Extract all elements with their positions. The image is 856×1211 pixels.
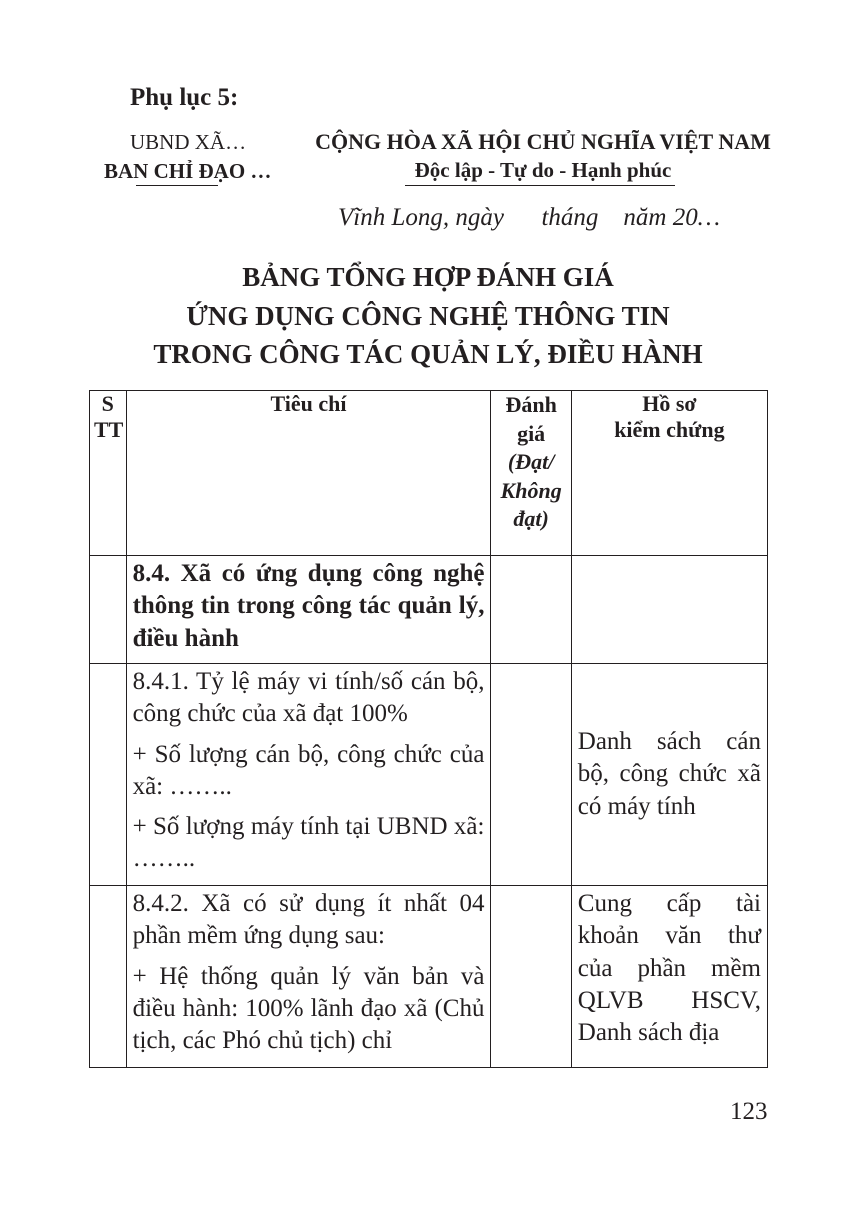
evaluation-table <box>89 390 768 1068</box>
evaluation-cell <box>491 664 571 886</box>
agency-name: UBND XÃ… <box>130 130 247 154</box>
header-evidence: Hồ sơ kiểm chứng <box>571 391 767 556</box>
national-motto: Độc lập - Tự do - Hạnh phúc <box>414 158 672 182</box>
criteria-cell: 8.4.1. Tỷ lệ máy vi tính/số cán bộ, công chức của xã đạt 100% + Số lượng cán bộ, công chức của xã: …….. + Số lượng máy tính tại UBND xã: …….. <box>126 664 491 886</box>
agency-underline <box>136 185 218 186</box>
row-stt <box>90 664 127 886</box>
criteria-cell: 8.4. Xã có ứng dụng công nghệ thông tin trong công tác quản lý, điều hành <box>126 556 491 664</box>
evidence-cell <box>571 556 767 664</box>
header-stt: S TT <box>90 391 127 556</box>
evaluation-cell <box>491 886 571 1068</box>
header-criteria: Tiêu chí <box>126 391 491 556</box>
page-number: 123 <box>730 1098 768 1125</box>
motto-underline <box>405 185 675 186</box>
national-title: CỘNG HÒA XÃ HỘI CHỦ NGHĨA VIỆT NAM <box>315 129 771 154</box>
steering-committee-name: BAN CHỈ ĐẠO … <box>104 159 272 183</box>
evaluation-cell <box>491 556 571 664</box>
table-header-row <box>90 391 768 556</box>
evidence-cell: Cung cấp tài khoản văn thư của phần mềm QLVB HSCV, Danh sách địa <box>571 886 767 1068</box>
evidence-cell: Danh sách cán bộ, công chức xã có máy tính <box>571 664 767 886</box>
place-date-line: Vĩnh Long, ngày tháng năm 20… <box>338 204 720 231</box>
criteria-cell: 8.4.2. Xã có sử dụng ít nhất 04 phần mềm ứng dụng sau: + Hệ thống quản lý văn bản và điều hành: 100% lãnh đạo xã (Chủ tịch, các Phó chủ tịch) chỉ <box>126 886 491 1068</box>
row-stt <box>90 886 127 1068</box>
appendix-label: Phụ lục 5: <box>130 84 239 111</box>
table-row <box>90 556 768 664</box>
table-row <box>90 886 768 1068</box>
table-row <box>90 664 768 886</box>
document-title-line-3: TRONG CÔNG TÁC QUẢN LÝ, ĐIỀU HÀNH <box>153 339 703 369</box>
document-title-line-2: ỨNG DỤNG CÔNG NGHỆ THÔNG TIN <box>186 301 670 331</box>
row-stt <box>90 556 127 664</box>
document-title-line-1: BẢNG TỔNG HỢP ĐÁNH GIÁ <box>242 262 614 292</box>
header-evaluation: Đánh giá (Đạt/ Không đạt) <box>491 391 571 556</box>
